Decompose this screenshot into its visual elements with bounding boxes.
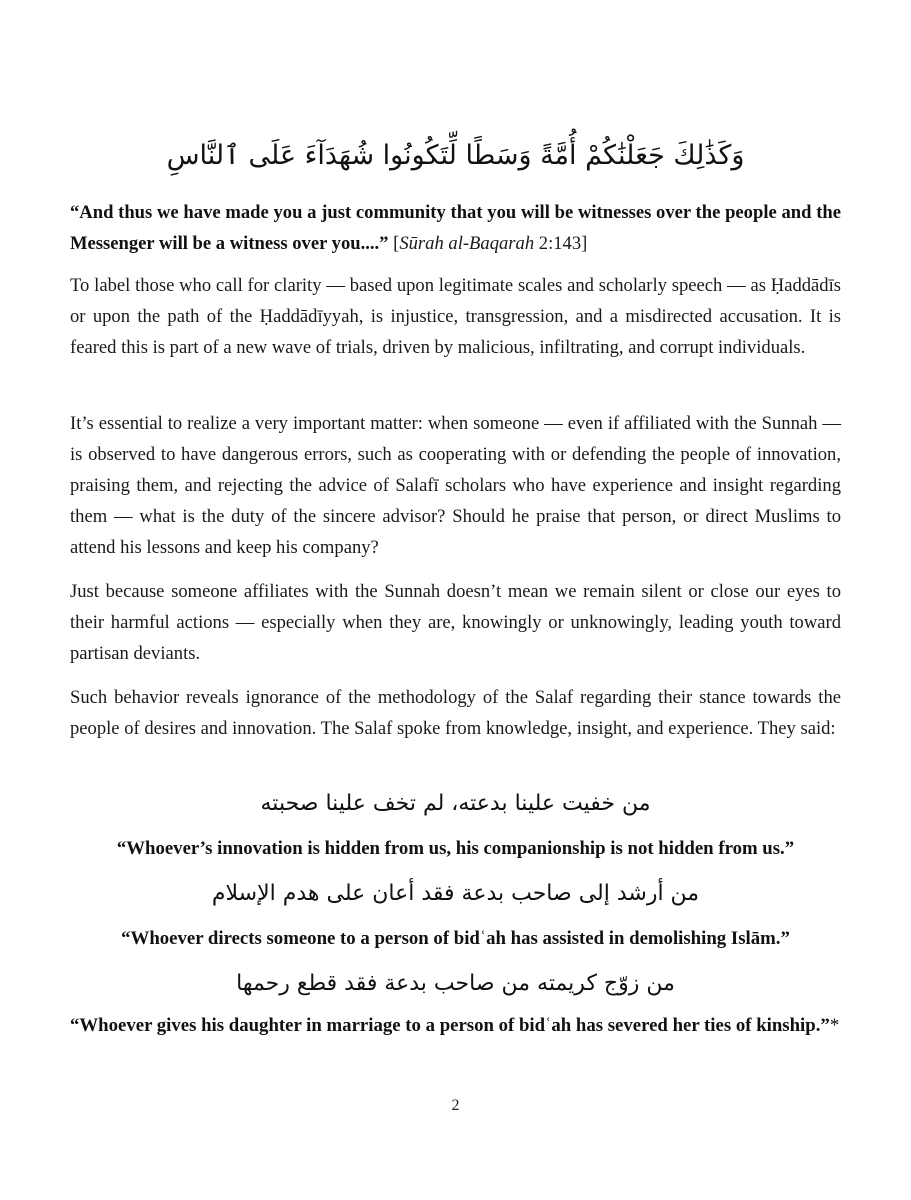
saying-3-english-paragraph <box>70 1010 841 1041</box>
saying-1-english: “Whoever’s innovation is hidden from us, his companionship is not hidden from us.” <box>116 838 795 859</box>
verse-reference-open: [ <box>388 233 400 254</box>
body-paragraph-3: Just because someone affiliates with the Sunnah doesn’t mean we remain silent or close our eyes to their harmful actions — especially when they are, knowingly or unknowingly, leading youth toward partisan deviants. <box>70 581 841 664</box>
saying-3-arabic: من زوّج كريمته من صاحب بدعة فقد قطع رحمها <box>236 971 675 996</box>
saying-2-arabic: من أرشد إلى صاحب بدعة فقد أعان على هدم الإسلام <box>211 881 700 906</box>
saying-3-english: “Whoever gives his daughter in marriage to a person of bidʿah has severed her ties of kinship.” <box>70 1015 830 1036</box>
page-number: 2 <box>451 1097 460 1114</box>
verse-translation: “And thus we have made you a just community that you will be witnesses over the people and the Messenger will be a witness over you....” <box>70 202 841 254</box>
verse-reference-surah: Sūrah al-Baqarah <box>399 233 535 254</box>
body-paragraph-2: It’s essential to realize a very important matter: when someone — even if affiliated with the Sunnah — is observed to have dangerous errors, such as cooperating with or defending the people of innovation, praising them, and rejecting the advice of Salafī scholars who have experience and insight regarding them — what is the duty of the sincere advisor? Should he praise that person, or direct Muslims to attend his lessons and keep his company? <box>70 413 841 558</box>
body-paragraph-4: Such behavior reveals ignorance of the methodology of the Salaf regarding their stance towards the people of desires and innovation. The Salaf spoke from knowledge, insight, and experience. They said: <box>70 687 841 739</box>
verse-reference <box>388 233 587 254</box>
saying-1-arabic: من خفيت علينا بدعته، لم تخف علينا صحبته <box>260 791 651 816</box>
footnote-mark: * <box>829 1015 840 1036</box>
verse-translation-paragraph <box>70 197 841 259</box>
body-paragraph-1: To label those who call for clarity — based upon legitimate scales and scholarly speech — as Ḥaddādīs or upon the path of the Ḥaddādīyyah, is injustice, transgression, and a misdirected accusation. It is feared this is part of a new wave of trials, driven by malicious, infiltrating, and corrupt individuals. <box>70 275 841 358</box>
verse-reference-number: 2:143] <box>534 233 588 254</box>
saying-2-english: “Whoever directs someone to a person of bidʿah has assisted in demolishing Islām.” <box>121 928 790 949</box>
document-page <box>70 0 841 1200</box>
quran-verse-arabic: وَكَذَٰلِكَ جَعَلْنَٰكُمْ أُمَّةً وَسَطًا لِّتَكُونُوا شُهَدَآءَ عَلَى ٱلنَّاسِ <box>166 140 745 171</box>
